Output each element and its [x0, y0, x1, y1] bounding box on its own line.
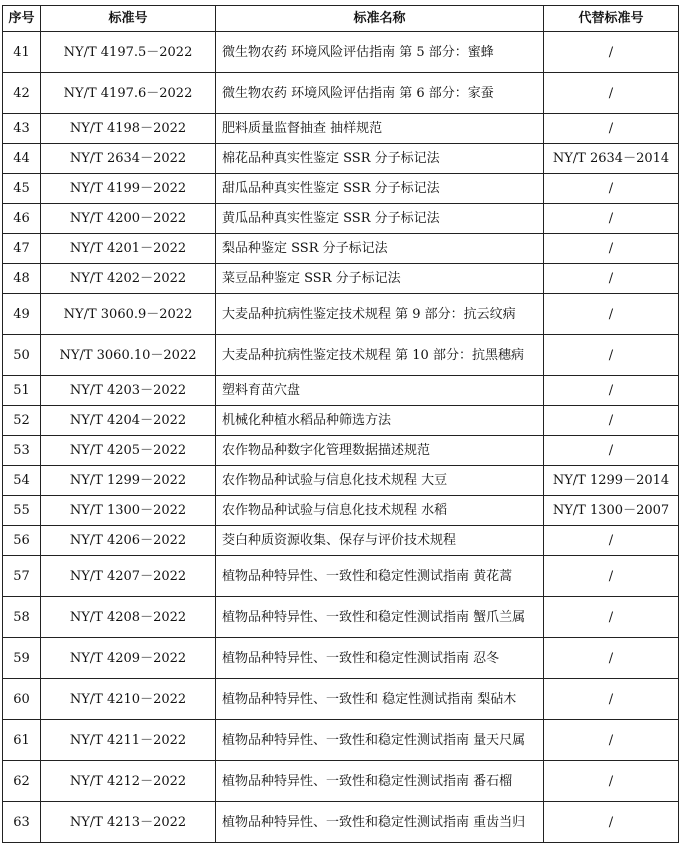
row-serial-number: 53	[3, 436, 41, 466]
row-serial-number: 43	[3, 114, 41, 144]
table-row	[3, 294, 679, 335]
table-row	[3, 679, 679, 720]
header-serial-number: 序号	[3, 6, 41, 32]
row-replaced-standard: /	[544, 720, 679, 761]
row-standard-name: 微生物农药 环境风险评估指南 第 6 部分：家蚕	[216, 73, 544, 114]
row-replaced-standard: /	[544, 802, 679, 843]
row-serial-number: 58	[3, 597, 41, 638]
table-row	[3, 720, 679, 761]
row-replaced-standard: /	[544, 597, 679, 638]
row-standard-name: 植物品种特异性、一致性和稳定性测试指南 蟹爪兰属	[216, 597, 544, 638]
table-row	[3, 496, 679, 526]
row-serial-number: 46	[3, 204, 41, 234]
row-standard-code: NY/T 2634－2022	[41, 144, 216, 174]
table-row	[3, 204, 679, 234]
row-replaced-standard: /	[544, 32, 679, 73]
row-standard-name: 农作物品种试验与信息化技术规程 大豆	[216, 466, 544, 496]
row-serial-number: 62	[3, 761, 41, 802]
row-replaced-standard: /	[544, 638, 679, 679]
row-standard-code: NY/T 4212－2022	[41, 761, 216, 802]
row-standard-code: NY/T 4199－2022	[41, 174, 216, 204]
row-replaced-standard: /	[544, 73, 679, 114]
row-standard-code: NY/T 4208－2022	[41, 597, 216, 638]
row-serial-number: 57	[3, 556, 41, 597]
row-standard-code: NY/T 4207－2022	[41, 556, 216, 597]
table-row	[3, 32, 679, 73]
row-standard-code: NY/T 4211－2022	[41, 720, 216, 761]
table-row	[3, 114, 679, 144]
table-row	[3, 556, 679, 597]
row-standard-name: 梨品种鉴定 SSR 分子标记法	[216, 234, 544, 264]
row-serial-number: 61	[3, 720, 41, 761]
row-replaced-standard: /	[544, 114, 679, 144]
row-standard-name: 大麦品种抗病性鉴定技术规程 第 9 部分：抗云纹病	[216, 294, 544, 335]
table-row	[3, 144, 679, 174]
row-standard-name: 肥料质量监督抽查 抽样规范	[216, 114, 544, 144]
table-row	[3, 73, 679, 114]
row-serial-number: 56	[3, 526, 41, 556]
row-standard-code: NY/T 4197.6－2022	[41, 73, 216, 114]
header-standard-name: 标准名称	[216, 6, 544, 32]
row-standard-code: NY/T 3060.9－2022	[41, 294, 216, 335]
row-standard-code: NY/T 4209－2022	[41, 638, 216, 679]
row-standard-name: 棉花品种真实性鉴定 SSR 分子标记法	[216, 144, 544, 174]
table-row	[3, 526, 679, 556]
table-row	[3, 638, 679, 679]
document-page	[0, 5, 680, 843]
row-serial-number: 55	[3, 496, 41, 526]
table-row	[3, 335, 679, 376]
row-standard-name: 微生物农药 环境风险评估指南 第 5 部分：蜜蜂	[216, 32, 544, 73]
row-replaced-standard: /	[544, 526, 679, 556]
row-serial-number: 47	[3, 234, 41, 264]
row-standard-code: NY/T 4201－2022	[41, 234, 216, 264]
row-standard-code: NY/T 4205－2022	[41, 436, 216, 466]
row-standard-code: NY/T 4213－2022	[41, 802, 216, 843]
standards-table	[2, 5, 679, 843]
table-header-row	[3, 6, 679, 32]
row-replaced-standard: NY/T 2634－2014	[544, 144, 679, 174]
table-row	[3, 597, 679, 638]
row-replaced-standard: /	[544, 294, 679, 335]
row-standard-name: 大麦品种抗病性鉴定技术规程 第 10 部分：抗黑穗病	[216, 335, 544, 376]
row-standard-name: 植物品种特异性、一致性和稳定性测试指南 忍冬	[216, 638, 544, 679]
row-standard-code: NY/T 1300－2022	[41, 496, 216, 526]
row-replaced-standard: /	[544, 264, 679, 294]
row-standard-name: 机械化种植水稻品种筛选方法	[216, 406, 544, 436]
row-standard-code: NY/T 1299－2022	[41, 466, 216, 496]
row-replaced-standard: /	[544, 174, 679, 204]
row-standard-code: NY/T 3060.10－2022	[41, 335, 216, 376]
row-standard-code: NY/T 4206－2022	[41, 526, 216, 556]
row-replaced-standard: /	[544, 335, 679, 376]
row-standard-name: 塑料育苗穴盘	[216, 376, 544, 406]
table-body	[3, 32, 679, 843]
row-serial-number: 63	[3, 802, 41, 843]
table-row	[3, 761, 679, 802]
row-replaced-standard: /	[544, 234, 679, 264]
header-replaced-standard: 代替标准号	[544, 6, 679, 32]
row-serial-number: 42	[3, 73, 41, 114]
row-standard-name: 植物品种特异性、一致性和 稳定性测试指南 梨砧木	[216, 679, 544, 720]
row-serial-number: 48	[3, 264, 41, 294]
row-standard-name: 菜豆品种鉴定 SSR 分子标记法	[216, 264, 544, 294]
row-replaced-standard: /	[544, 406, 679, 436]
row-standard-name: 茭白种质资源收集、保存与评价技术规程	[216, 526, 544, 556]
row-serial-number: 45	[3, 174, 41, 204]
row-replaced-standard: NY/T 1299－2014	[544, 466, 679, 496]
header-standard-code: 标准号	[41, 6, 216, 32]
row-standard-name: 植物品种特异性、一致性和稳定性测试指南 重齿当归	[216, 802, 544, 843]
row-standard-code: NY/T 4200－2022	[41, 204, 216, 234]
row-serial-number: 52	[3, 406, 41, 436]
row-serial-number: 50	[3, 335, 41, 376]
row-replaced-standard: /	[544, 761, 679, 802]
row-standard-name: 农作物品种数字化管理数据描述规范	[216, 436, 544, 466]
table-row	[3, 466, 679, 496]
row-replaced-standard: /	[544, 556, 679, 597]
row-replaced-standard: /	[544, 436, 679, 466]
row-standard-name: 植物品种特异性、一致性和稳定性测试指南 番石榴	[216, 761, 544, 802]
row-replaced-standard: /	[544, 679, 679, 720]
table-row	[3, 436, 679, 466]
table-row	[3, 234, 679, 264]
row-standard-name: 农作物品种试验与信息化技术规程 水稻	[216, 496, 544, 526]
row-serial-number: 41	[3, 32, 41, 73]
row-standard-name: 植物品种特异性、一致性和稳定性测试指南 量天尺属	[216, 720, 544, 761]
row-replaced-standard: NY/T 1300－2007	[544, 496, 679, 526]
row-standard-code: NY/T 4204－2022	[41, 406, 216, 436]
table-row	[3, 174, 679, 204]
row-standard-code: NY/T 4203－2022	[41, 376, 216, 406]
row-replaced-standard: /	[544, 204, 679, 234]
table-row	[3, 802, 679, 843]
row-serial-number: 54	[3, 466, 41, 496]
row-standard-name: 植物品种特异性、一致性和稳定性测试指南 黄花蒿	[216, 556, 544, 597]
row-serial-number: 44	[3, 144, 41, 174]
row-standard-code: NY/T 4198－2022	[41, 114, 216, 144]
row-standard-name: 甜瓜品种真实性鉴定 SSR 分子标记法	[216, 174, 544, 204]
row-standard-code: NY/T 4202－2022	[41, 264, 216, 294]
table-row	[3, 406, 679, 436]
table-row	[3, 264, 679, 294]
row-serial-number: 49	[3, 294, 41, 335]
row-standard-code: NY/T 4197.5－2022	[41, 32, 216, 73]
row-serial-number: 59	[3, 638, 41, 679]
row-standard-name: 黄瓜品种真实性鉴定 SSR 分子标记法	[216, 204, 544, 234]
row-standard-code: NY/T 4210－2022	[41, 679, 216, 720]
row-serial-number: 51	[3, 376, 41, 406]
row-serial-number: 60	[3, 679, 41, 720]
row-replaced-standard: /	[544, 376, 679, 406]
table-row	[3, 376, 679, 406]
